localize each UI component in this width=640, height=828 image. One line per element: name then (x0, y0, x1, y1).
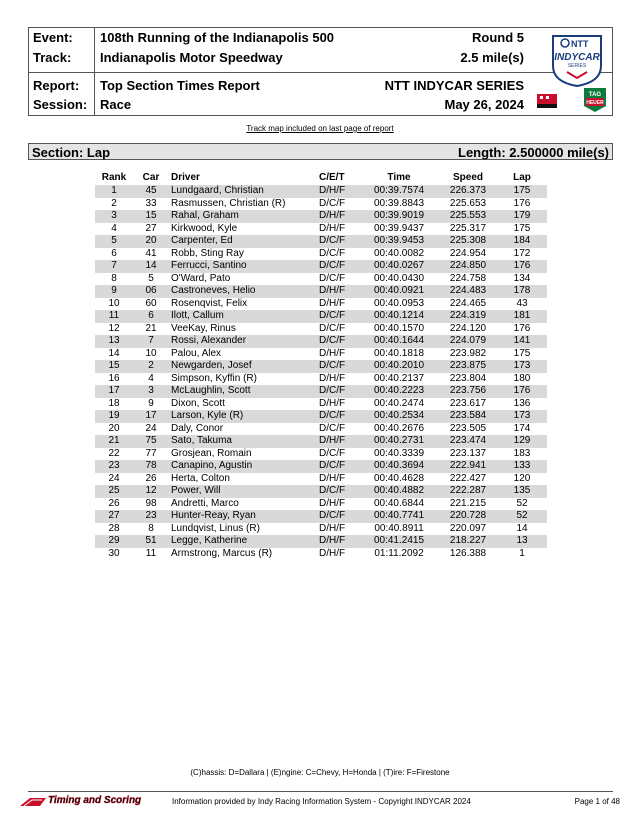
cell-lap: 176 (497, 385, 547, 398)
cell-time: 00:40.1570 (373, 322, 425, 334)
footer-divider (28, 791, 613, 792)
cell-cet: D/H/F (319, 435, 359, 448)
cell-car: 15 (133, 210, 169, 223)
report-header (28, 27, 613, 116)
tag-logo-text: TAG (588, 92, 602, 98)
cell-car: 27 (145, 222, 157, 234)
table-row (95, 410, 547, 423)
cell-time: 00:39.8843 (373, 197, 425, 209)
cell-cet: D/C/F (319, 197, 346, 209)
cell-lap: 180 (513, 372, 531, 384)
cell-speed: 220.728 (439, 510, 497, 523)
col-lap: Lap (513, 172, 531, 183)
cell-lap: 13 (497, 535, 547, 548)
table-row (95, 248, 547, 261)
cell-speed: 223.505 (449, 422, 487, 434)
cell-driver: Legge, Katherine (169, 535, 319, 548)
cell-rank: 19 (95, 410, 133, 423)
cell-driver: Dixon, Scott (171, 397, 225, 409)
cell-speed: 224.319 (439, 310, 497, 323)
cell-driver: Herta, Colton (171, 472, 230, 484)
cell-time: 00:40.0267 (359, 260, 439, 273)
table-row (95, 360, 547, 373)
cell-car: 60 (145, 297, 157, 309)
cell-speed: 226.373 (439, 185, 497, 198)
round-number: Round 5 (472, 30, 524, 45)
table-row (95, 348, 547, 361)
table-row (95, 223, 547, 236)
cell-car: 7 (133, 335, 169, 348)
cell-speed: 224.850 (439, 260, 497, 273)
cell-speed: 223.982 (449, 347, 487, 359)
cell-time: 00:39.9019 (359, 210, 439, 223)
cell-speed: 223.137 (449, 447, 487, 459)
cell-lap: 176 (497, 260, 547, 273)
cell-driver: Sato, Takuma (169, 435, 319, 448)
cell-driver: Rahal, Graham (169, 210, 319, 223)
tag-heuer-logo (582, 86, 608, 114)
cell-speed: 224.758 (449, 272, 487, 284)
cell-rank: 23 (95, 460, 133, 473)
cell-driver: Palou, Alex (171, 347, 222, 359)
table-row (95, 510, 547, 523)
cell-car: 33 (145, 197, 157, 209)
table-row (95, 535, 547, 548)
ntt-logo-text: NTT (571, 39, 589, 49)
cell-time: 00:40.2223 (359, 385, 439, 398)
cell-speed: 218.227 (439, 535, 497, 548)
cell-speed: 224.120 (449, 322, 487, 334)
cell-cet: D/H/F (319, 285, 359, 298)
cell-car: 9 (148, 397, 154, 409)
cell-cet: D/H/F (319, 522, 346, 534)
table-row (95, 260, 547, 273)
cell-lap: 176 (513, 322, 531, 334)
track-name: Indianapolis Motor Speedway (100, 50, 283, 65)
timing-scoring-logo (20, 796, 170, 808)
cell-time: 00:40.7741 (359, 510, 439, 523)
cell-driver: Lundgaard, Christian (169, 185, 319, 198)
event-name: 108th Running of the Indianapolis 500 (100, 30, 335, 45)
cell-time: 00:41.2415 (359, 535, 439, 548)
cell-car: 51 (133, 535, 169, 548)
cell-car: 5 (148, 272, 154, 284)
cell-speed: 224.465 (449, 297, 487, 309)
cell-rank: 10 (108, 297, 120, 309)
cell-rank: 17 (95, 385, 133, 398)
cell-speed: 223.804 (449, 372, 487, 384)
cell-time: 00:40.2534 (359, 410, 439, 423)
cell-time: 00:40.4628 (373, 472, 425, 484)
cell-driver: O'Ward, Pato (171, 272, 231, 284)
cell-rank: 24 (108, 472, 120, 484)
cell-rank: 2 (111, 197, 117, 209)
cell-time: 00:40.1644 (359, 335, 439, 348)
cell-time: 00:40.0430 (373, 272, 425, 284)
cell-time: 00:40.1818 (373, 347, 425, 359)
cell-cet: D/C/F (319, 510, 359, 523)
cell-lap: 176 (513, 197, 531, 209)
track-length: 2.5 mile(s) (460, 50, 524, 65)
cell-rank: 28 (108, 522, 120, 534)
cell-car: 41 (145, 247, 157, 259)
cell-lap: 134 (513, 272, 531, 284)
table-row (95, 448, 547, 461)
cell-lap: 183 (513, 447, 531, 459)
cell-lap: 129 (497, 435, 547, 448)
table-row (95, 335, 547, 348)
session-date: May 26, 2024 (444, 97, 524, 112)
cell-time: 00:40.2010 (359, 360, 439, 373)
cell-speed: 225.308 (439, 235, 497, 248)
cell-rank: 16 (108, 372, 120, 384)
cell-driver: Power, Will (169, 485, 319, 498)
cell-car: 20 (133, 235, 169, 248)
cell-lap: 174 (513, 422, 531, 434)
cell-cet: D/H/F (319, 497, 346, 509)
cell-time: 00:40.2676 (373, 422, 425, 434)
cell-lap: 52 (497, 510, 547, 523)
table-row (95, 185, 547, 198)
section-times-table (95, 170, 547, 560)
cell-car: 14 (133, 260, 169, 273)
cell-driver: Armstrong, Marcus (R) (171, 547, 273, 559)
cell-driver: VeeKay, Rinus (171, 322, 236, 334)
cell-rank: 25 (95, 485, 133, 498)
cell-car: 21 (145, 322, 157, 334)
col-car: Car (142, 172, 160, 183)
cell-cet: D/C/F (319, 260, 359, 273)
cell-rank: 6 (111, 247, 117, 259)
cell-cet: D/H/F (319, 347, 346, 359)
cell-time: 00:39.9453 (359, 235, 439, 248)
cell-speed: 223.617 (449, 397, 487, 409)
report-row (29, 76, 612, 96)
cell-rank: 26 (108, 497, 120, 509)
cell-speed: 224.954 (449, 247, 487, 259)
cell-rank: 30 (108, 547, 120, 559)
cell-car: 26 (145, 472, 157, 484)
cell-cet: D/H/F (319, 210, 359, 223)
cell-cet: D/C/F (319, 247, 346, 259)
cell-lap: 175 (497, 185, 547, 198)
cell-rank: 14 (108, 347, 120, 359)
cell-car: 78 (133, 460, 169, 473)
cell-lap: 135 (497, 485, 547, 498)
cell-driver: Castroneves, Helio (169, 285, 319, 298)
indycar-logo-text: INDYCAR (554, 52, 600, 63)
cell-car: 6 (133, 310, 169, 323)
col-driver: Driver (171, 172, 200, 183)
cell-time: 00:40.4882 (359, 485, 439, 498)
cell-cet: D/H/F (319, 547, 346, 559)
cell-car: 45 (133, 185, 169, 198)
cell-lap: 178 (497, 285, 547, 298)
table-row (95, 485, 547, 498)
table-row (95, 285, 547, 298)
cell-cet: D/H/F (319, 372, 346, 384)
cell-rank: 8 (111, 272, 117, 284)
cell-speed: 223.474 (439, 435, 497, 448)
series-logo-text: SERIES (567, 63, 587, 69)
cell-driver: Newgarden, Josef (169, 360, 319, 373)
cell-cet: D/C/F (319, 335, 359, 348)
cell-rank: 18 (108, 397, 120, 409)
cell-time: 00:40.0953 (373, 297, 425, 309)
cell-driver: Simpson, Kyffin (R) (171, 372, 257, 384)
cell-driver: Daly, Conor (171, 422, 224, 434)
cell-speed: 223.756 (439, 385, 497, 398)
cell-cet: D/C/F (319, 410, 359, 423)
cell-driver: Ferrucci, Santino (169, 260, 319, 273)
cell-car: 12 (133, 485, 169, 498)
table-row (95, 373, 547, 386)
legend-note: (C)hassis: D=Dallara | (E)ngine: C=Chevy, H=Honda | (T)ire: F=Firestone (190, 768, 450, 777)
cell-lap: 120 (513, 472, 531, 484)
cell-speed: 225.553 (439, 210, 497, 223)
cell-driver: Hunter-Reay, Ryan (169, 510, 319, 523)
col-cet: C/E/T (319, 172, 345, 183)
cell-lap: 43 (516, 297, 528, 309)
series-name: NTT INDYCAR SERIES (384, 78, 524, 93)
cell-lap: 173 (497, 410, 547, 423)
cell-cet: D/C/F (319, 322, 346, 334)
cell-driver: Lundqvist, Linus (R) (171, 522, 260, 534)
cell-car: 24 (145, 422, 157, 434)
cell-lap: 184 (497, 235, 547, 248)
cell-car: 8 (148, 522, 154, 534)
cell-rank: 29 (95, 535, 133, 548)
cell-cet: D/C/F (319, 447, 346, 459)
cell-driver: McLaughlin, Scott (169, 385, 319, 398)
cell-cet: D/H/F (319, 185, 359, 198)
cell-lap: 136 (513, 397, 531, 409)
copyright-info: Information provided by Indy Racing Information System - Copyright INDYCAR 2024 (172, 797, 471, 806)
indycar-flag-logo (536, 90, 558, 112)
table-row (95, 385, 547, 398)
cell-time: 00:40.1214 (359, 310, 439, 323)
cell-lap: 133 (497, 460, 547, 473)
event-label: Event: (33, 30, 73, 45)
cell-lap: 175 (513, 347, 531, 359)
ntt-indycar-logo (547, 32, 607, 88)
track-map-link[interactable]: Track map included on last page of report (246, 124, 394, 133)
section-length: Length: 2.500000 mile(s) (458, 145, 609, 160)
table-row (95, 323, 547, 336)
cell-rank: 9 (95, 285, 133, 298)
cell-time: 00:40.2731 (359, 435, 439, 448)
table-row (95, 210, 547, 223)
cell-lap: 179 (497, 210, 547, 223)
cell-driver: Canapino, Agustin (169, 460, 319, 473)
cell-cet: D/H/F (319, 472, 346, 484)
session-label: Session: (33, 97, 88, 112)
cell-speed: 126.388 (449, 547, 487, 559)
col-rank: Rank (101, 172, 127, 183)
table-row (95, 235, 547, 248)
cell-rank: 13 (95, 335, 133, 348)
cell-rank: 12 (108, 322, 120, 334)
cell-car: 23 (133, 510, 169, 523)
cell-rank: 27 (95, 510, 133, 523)
cell-car: 10 (145, 347, 157, 359)
cell-lap: 175 (513, 222, 531, 234)
table-row (95, 460, 547, 473)
section-label: Section: Lap (32, 145, 111, 160)
table-row (95, 473, 547, 486)
table-row (95, 198, 547, 211)
cell-rank: 5 (95, 235, 133, 248)
cell-rank: 21 (95, 435, 133, 448)
cell-rank: 11 (95, 310, 133, 323)
cell-driver: Larson, Kyle (R) (169, 410, 319, 423)
heuer-logo-text: HEUER (586, 100, 604, 106)
cell-car: 98 (145, 497, 157, 509)
table-row (95, 523, 547, 536)
cell-driver: Kirkwood, Kyle (171, 222, 238, 234)
cell-time: 01:11.2092 (374, 547, 424, 559)
page-number: Page 1 of 48 (574, 797, 620, 806)
col-time: Time (387, 172, 411, 183)
table-row (95, 273, 547, 286)
cell-time: 00:40.3339 (373, 447, 425, 459)
table-row (95, 298, 547, 311)
cell-cet: D/H/F (319, 535, 359, 548)
cell-rank: 7 (95, 260, 133, 273)
cell-cet: D/C/F (319, 235, 359, 248)
table-row (95, 435, 547, 448)
cell-car: 06 (133, 285, 169, 298)
cell-rank: 1 (95, 185, 133, 198)
cell-lap: 141 (497, 335, 547, 348)
cell-speed: 222.287 (439, 485, 497, 498)
cell-time: 00:40.2474 (373, 397, 425, 409)
cell-speed: 224.483 (439, 285, 497, 298)
cell-speed: 223.875 (439, 360, 497, 373)
cell-cet: D/C/F (319, 460, 359, 473)
cell-cet: D/C/F (319, 485, 359, 498)
cell-driver: Andretti, Marco (171, 497, 239, 509)
cell-driver: Rosenqvist, Felix (171, 297, 248, 309)
cell-cet: D/H/F (319, 222, 346, 234)
session-name: Race (100, 97, 132, 112)
cell-speed: 222.941 (439, 460, 497, 473)
cell-cet: D/C/F (319, 310, 359, 323)
cell-lap: 52 (516, 497, 528, 509)
track-label: Track: (33, 50, 72, 65)
cell-time: 00:40.2137 (373, 372, 425, 384)
cell-lap: 14 (516, 522, 528, 534)
cell-time: 00:39.9437 (373, 222, 425, 234)
cell-car: 11 (145, 547, 157, 559)
track-row (29, 48, 612, 68)
cell-time: 00:40.0921 (359, 285, 439, 298)
cell-rank: 3 (95, 210, 133, 223)
timing-scoring-text: Timing and Scoring (48, 795, 142, 806)
header-separator (29, 72, 612, 73)
cell-speed: 220.097 (449, 522, 487, 534)
cell-time: 00:40.0082 (373, 247, 425, 259)
table-row (95, 548, 547, 561)
cell-speed: 223.584 (439, 410, 497, 423)
table-row (95, 498, 547, 511)
cell-speed: 224.079 (439, 335, 497, 348)
cell-driver: Ilott, Callum (169, 310, 319, 323)
cell-cet: D/C/F (319, 422, 346, 434)
report-label: Report: (33, 78, 80, 93)
cell-driver: Rossi, Alexander (169, 335, 319, 348)
cell-cet: D/C/F (319, 272, 346, 284)
cell-driver: Robb, Sting Ray (171, 247, 244, 259)
cell-speed: 225.653 (449, 197, 487, 209)
table-row (95, 423, 547, 436)
cell-cet: D/C/F (319, 360, 359, 373)
section-bar (28, 143, 613, 160)
cell-rank: 15 (95, 360, 133, 373)
cell-driver: Grosjean, Romain (171, 447, 252, 459)
cell-rank: 22 (108, 447, 120, 459)
cell-lap: 173 (497, 360, 547, 373)
event-row (29, 28, 612, 48)
cell-speed: 225.317 (449, 222, 487, 234)
cell-time: 00:40.6844 (373, 497, 425, 509)
cell-speed: 221.215 (449, 497, 487, 509)
cell-rank: 4 (111, 222, 117, 234)
cell-car: 75 (133, 435, 169, 448)
cell-driver: Rasmussen, Christian (R) (171, 197, 286, 209)
report-name: Top Section Times Report (100, 78, 260, 93)
cell-car: 2 (133, 360, 169, 373)
cell-speed: 222.427 (449, 472, 487, 484)
cell-lap: 172 (513, 247, 531, 259)
cell-driver: Carpenter, Ed (169, 235, 319, 248)
cell-lap: 1 (519, 547, 525, 559)
cell-lap: 181 (497, 310, 547, 323)
cell-rank: 20 (108, 422, 120, 434)
cell-car: 17 (133, 410, 169, 423)
cell-time: 00:40.8911 (374, 522, 424, 534)
table-row (95, 398, 547, 411)
cell-car: 4 (148, 372, 154, 384)
cell-cet: D/H/F (319, 397, 346, 409)
cell-time: 00:40.3694 (359, 460, 439, 473)
col-speed: Speed (452, 172, 483, 183)
table-row (95, 310, 547, 323)
cell-car: 77 (145, 447, 157, 459)
page-footer (20, 796, 620, 808)
cell-car: 3 (133, 385, 169, 398)
table-header-row (95, 170, 547, 185)
cell-cet: D/C/F (319, 385, 359, 398)
cell-time: 00:39.7574 (359, 185, 439, 198)
session-row (29, 95, 612, 115)
cell-cet: D/H/F (319, 297, 346, 309)
